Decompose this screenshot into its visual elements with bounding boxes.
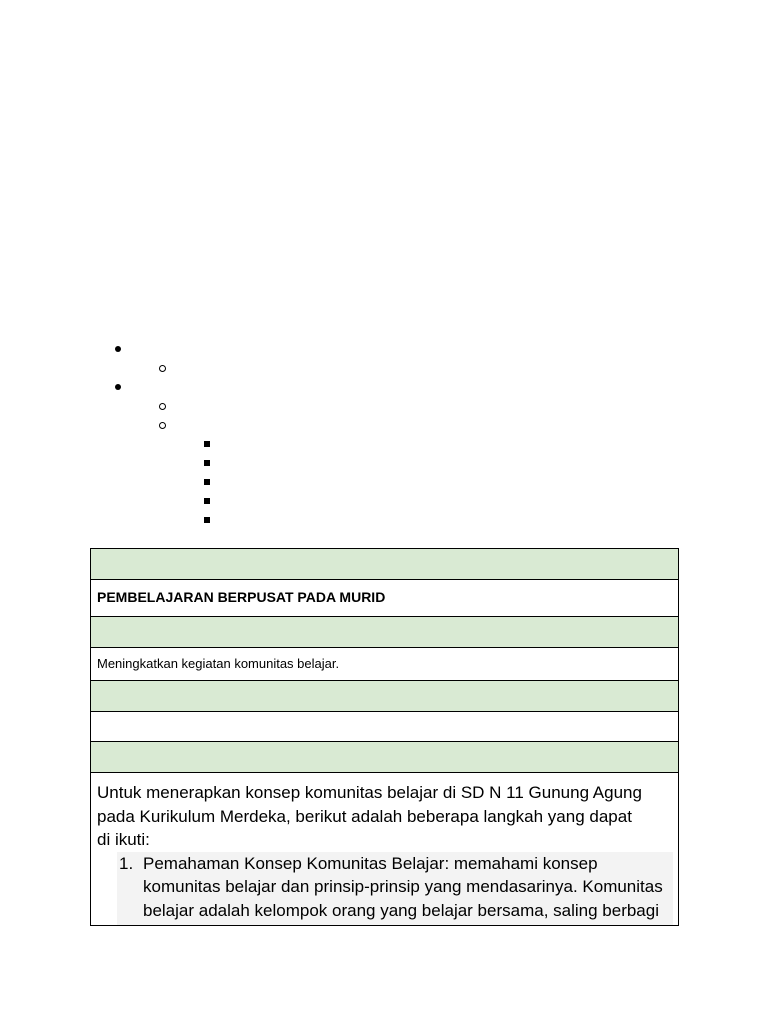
table-row (91, 742, 679, 773)
list-item (117, 852, 673, 926)
bullet-square-icon (204, 498, 210, 504)
bullet-square-icon (204, 479, 210, 485)
table-row (91, 580, 679, 617)
title-cell (91, 580, 679, 617)
bullet-disc-icon (115, 384, 121, 390)
table-row (91, 617, 679, 648)
bullet-square-icon (204, 460, 210, 466)
steps-list (91, 852, 678, 926)
bullet-circle-icon (159, 422, 166, 429)
table-row (91, 712, 679, 742)
body-cell (91, 773, 679, 926)
bullet-circle-icon (159, 365, 166, 372)
header-row-empty (91, 617, 679, 648)
step-number: 1. (119, 853, 134, 873)
goal-cell (91, 648, 679, 681)
bullet-square-icon (204, 517, 210, 523)
section-title: PEMBELAJARAN BERPUSAT PADA MURID (97, 589, 386, 605)
table-row (91, 773, 679, 926)
table-row (91, 648, 679, 681)
goal-text: Meningkatkan kegiatan komunitas belajar. (97, 656, 340, 671)
step-text: Pemahaman Konsep Komunitas Belajar: memahami konsep komunitas belajar dan prinsip-prinsip yang mendasarinya. Komunitas belajar adalah kelompok orang yang belajar bersama, saling berbagi (143, 853, 663, 920)
body-content (91, 773, 678, 925)
header-row-empty (91, 549, 679, 580)
content-table (90, 548, 679, 926)
header-row-empty (91, 681, 679, 712)
table-row (91, 549, 679, 580)
bullet-square-icon (204, 441, 210, 447)
intro-paragraph: Untuk menerapkan konsep komunitas belajar di SD N 11 Gunung Agung pada Kurikulum Merdeka, berikut adalah beberapa langkah yang dapat di ikuti: (91, 773, 678, 852)
header-row-empty (91, 742, 679, 773)
table-row (91, 681, 679, 712)
bullet-disc-icon (115, 346, 121, 352)
bullet-circle-icon (159, 403, 166, 410)
empty-cell (91, 712, 679, 742)
